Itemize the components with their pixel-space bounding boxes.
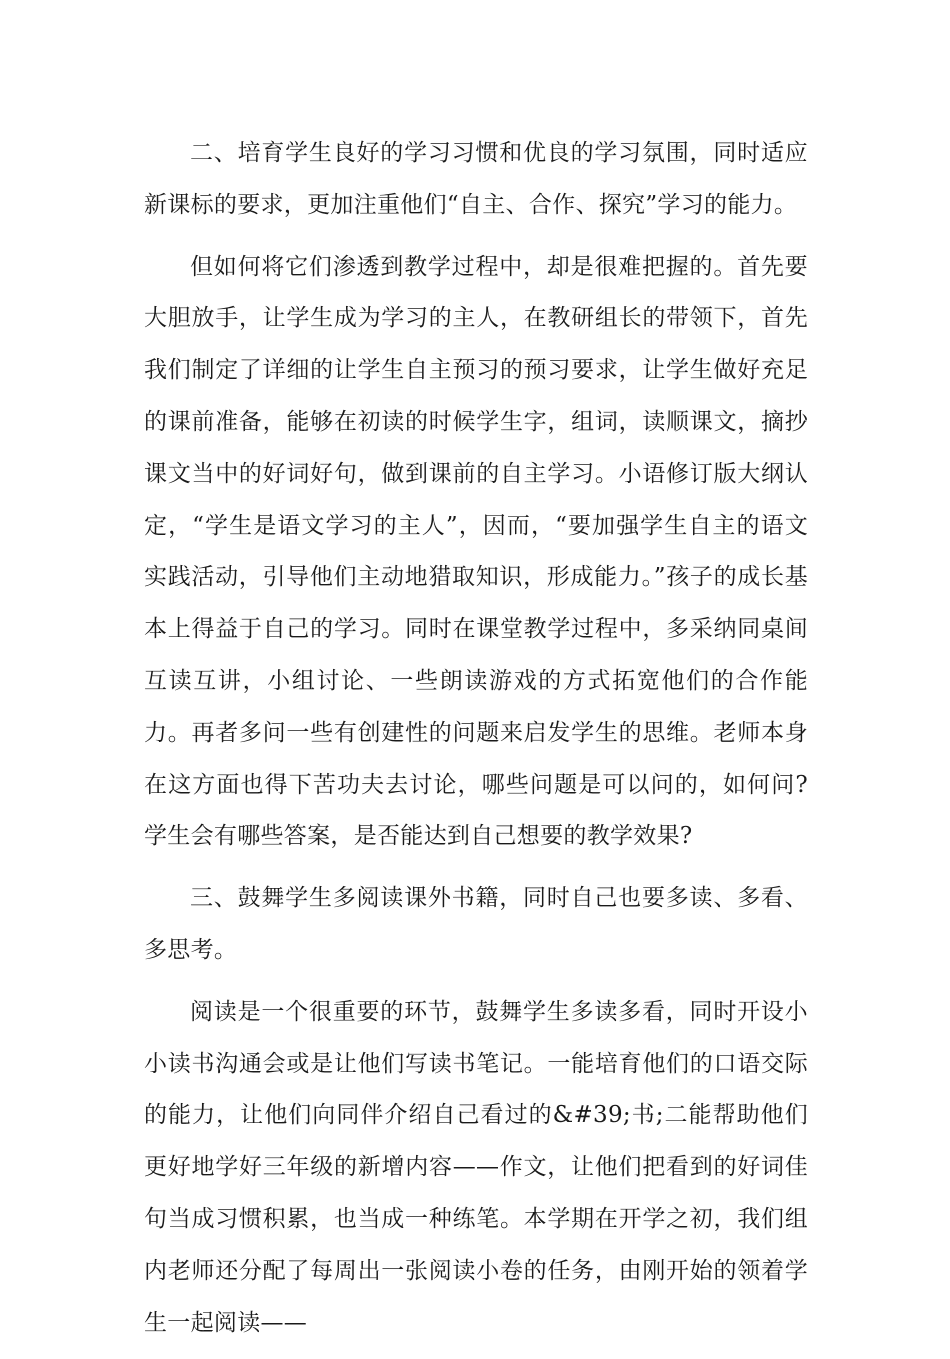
paragraph-section-two-heading: 二、培育学生良好的学习习惯和优良的学习氛围，同时适应新课标的要求，更加注重他们“自主、合作、探究”学习的能力。 xyxy=(144,140,808,218)
paragraph-self-study-practice: 但如何将它们渗透到教学过程中，却是很难把握的。首先要大胆放手，让学生成为学习的主人，在教研组长的带领下，首先我们制定了详细的让学生自主预习的预习要求，让学生做好充足的课前准备，能够在初读的时候学生字，组词，读顺课文，摘抄课文当中的好词好句，做到课前的自主学习。小语修订版大纲认定，“学生是语文学习的主人”，因而，“要加强学生自主的语文实践活动，引导他们主动地猎取知识，形成能力。”孩子的成长基本上得益于自己的学习。同时在课堂教学过程中，多采纳同桌间互读互讲，小组讨论、一些朗读游戏的方式拓宽他们的合作能力。再者多问一些有创建性的问题来启发学生的思维。老师本身在这方面也得下苦功夫去讨论，哪些问题是可以问的，如何问?学生会有哪些答案，是否能达到自己想要的教学效果? xyxy=(144,253,808,850)
paragraph-reading-practice: 阅读是一个很重要的环节，鼓舞学生多读多看，同时开设小小读书沟通会或是让他们写读书笔记。一能培育他们的口语交际的能力，让他们向同伴介绍自己看过的&#39;书;二能帮助他们更好地学好三年级的新增内容——作文，让他们把看到的好词佳句当成习惯积累，也当成一种练笔。本学期在开学之初，我们组内老师还分配了每周出一张阅读小卷的任务，由刚开始的领着学生一起阅读—— xyxy=(144,998,808,1336)
document-body xyxy=(144,128,808,1359)
paragraph-section-three-heading: 三、鼓舞学生多阅读课外书籍，同时自己也要多读、多看、多思考。 xyxy=(144,885,808,963)
